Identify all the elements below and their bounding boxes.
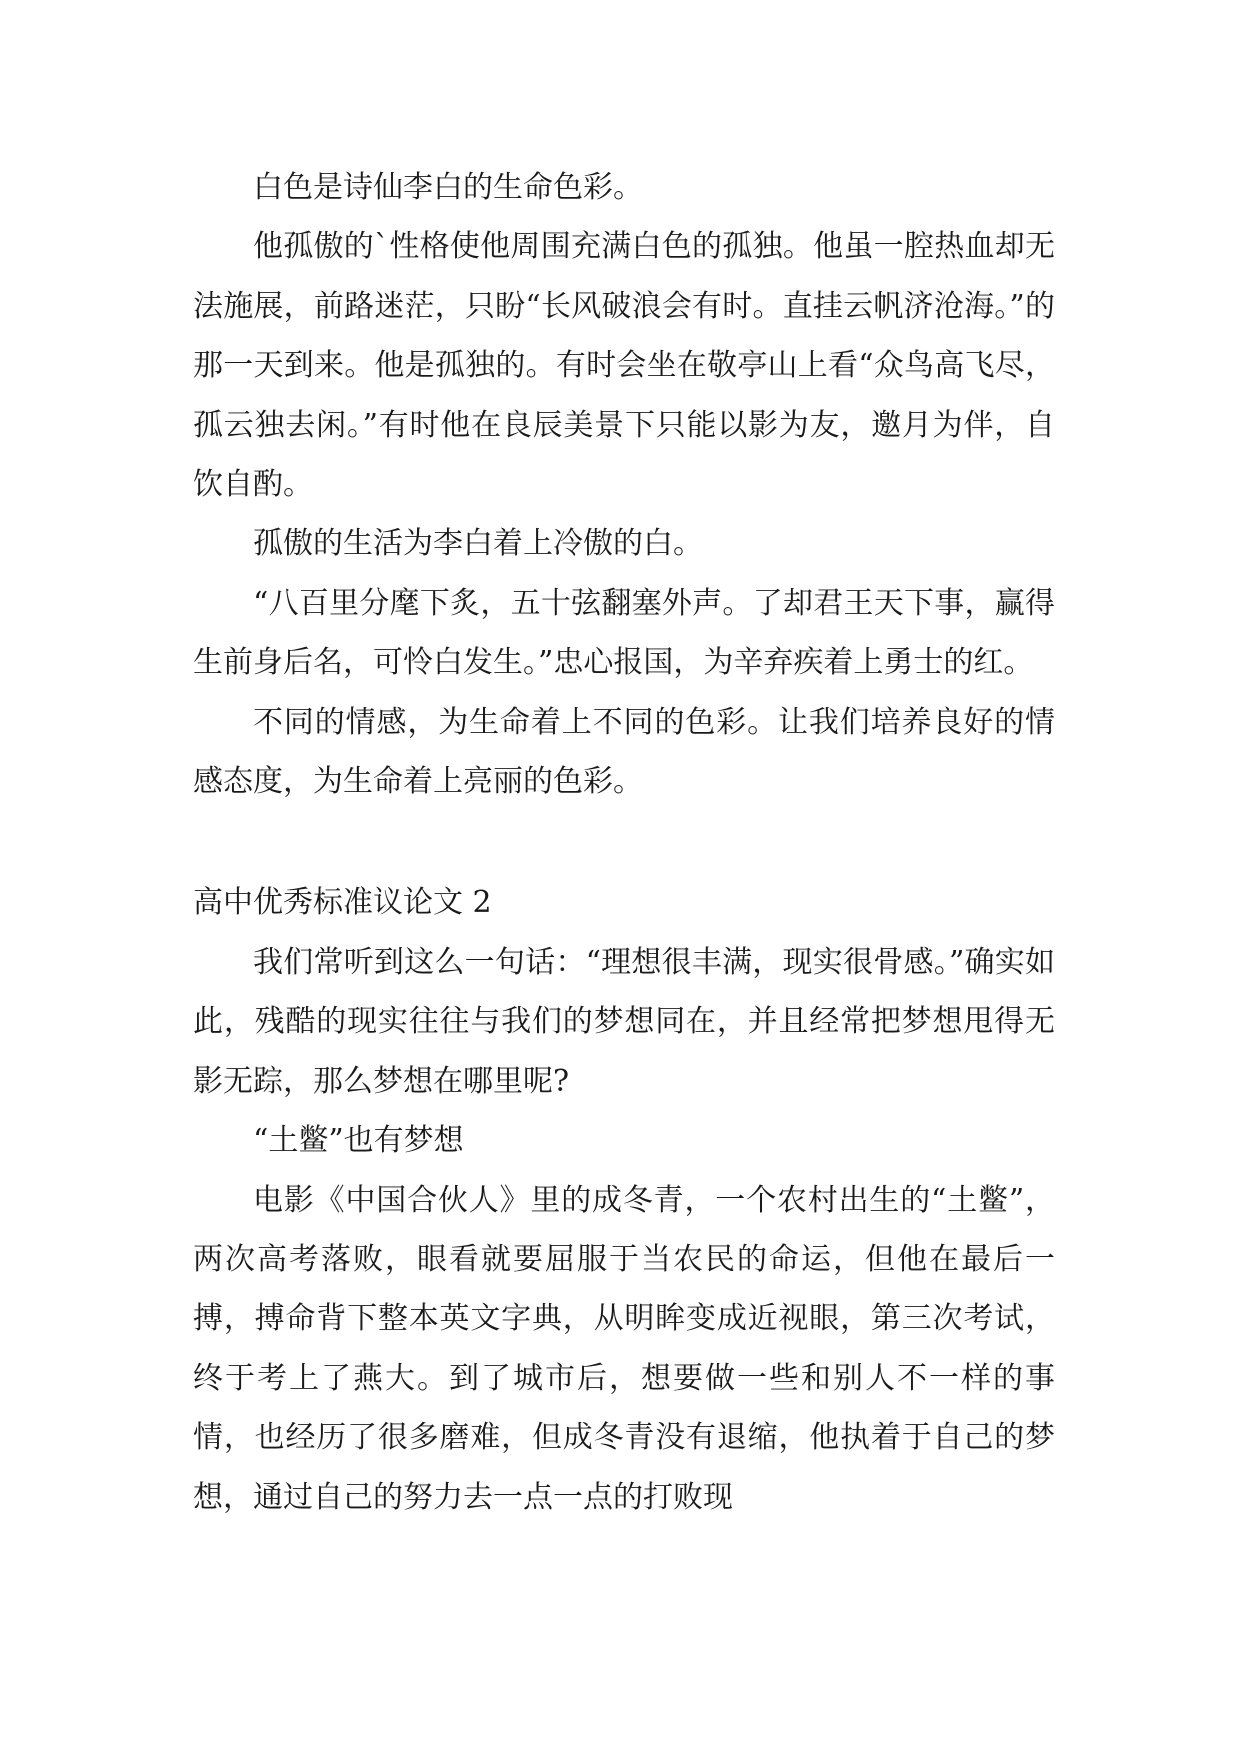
paragraph: 孤傲的生活为李白着上冷傲的白。: [253, 526, 703, 562]
section-spacer: [193, 811, 1055, 873]
essay-body: [193, 158, 1055, 1527]
section-heading: 高中优秀标准议论文 2: [193, 885, 492, 921]
paragraph: 我们常听到这么一句话：“理想很丰满，现实很骨感。”确实如此，残酷的现实往往与我们的梦想同在，并且经常把梦想甩得无影无踪，那么梦想在哪里呢?: [193, 944, 1055, 1099]
paragraph: 不同的情感，为生命着上不同的色彩。让我们培养良好的情感态度，为生命着上亮丽的色彩。: [193, 704, 1055, 800]
paragraph: 他孤傲的`性格使他周围充满白色的孤独。他虽一腔热血却无法施展，前路迷茫，只盼“长风破浪会有时。直挂云帆济沧海。”的那一天到来。他是孤独的。有时会坐在敬亭山上看“众鸟高飞尽，孤云独去闲。”有时他在良辰美景下只能以影为友，邀月为伴，自饮自酌。: [193, 229, 1055, 503]
subheading: “土鳖”也有梦想: [253, 1123, 464, 1159]
paragraph: 白色是诗仙李白的生命色彩。: [253, 170, 643, 205]
paragraph: 电影《中国合伙人》里的成冬青，一个农村出生的“土鳖”，两次高考落败，眼看就要屈服于当农民的命运，但他在最后一搏，搏命背下整本英文字典，从明眸变成近视眼，第三次考试，终于考上了燕大。到了城市后，想要做一些和别人不一样的事情，也经历了很多磨难，但成冬青没有退缩，他执着于自己的梦想，通过自己的努力去一点一点的打败现: [193, 1182, 1055, 1515]
paragraph: “八百里分麾下炙，五十弦翻塞外声。了却君王天下事，赢得生前身后名，可怜白发生。”忠心报国，为辛弃疾着上勇士的红。: [193, 585, 1055, 681]
